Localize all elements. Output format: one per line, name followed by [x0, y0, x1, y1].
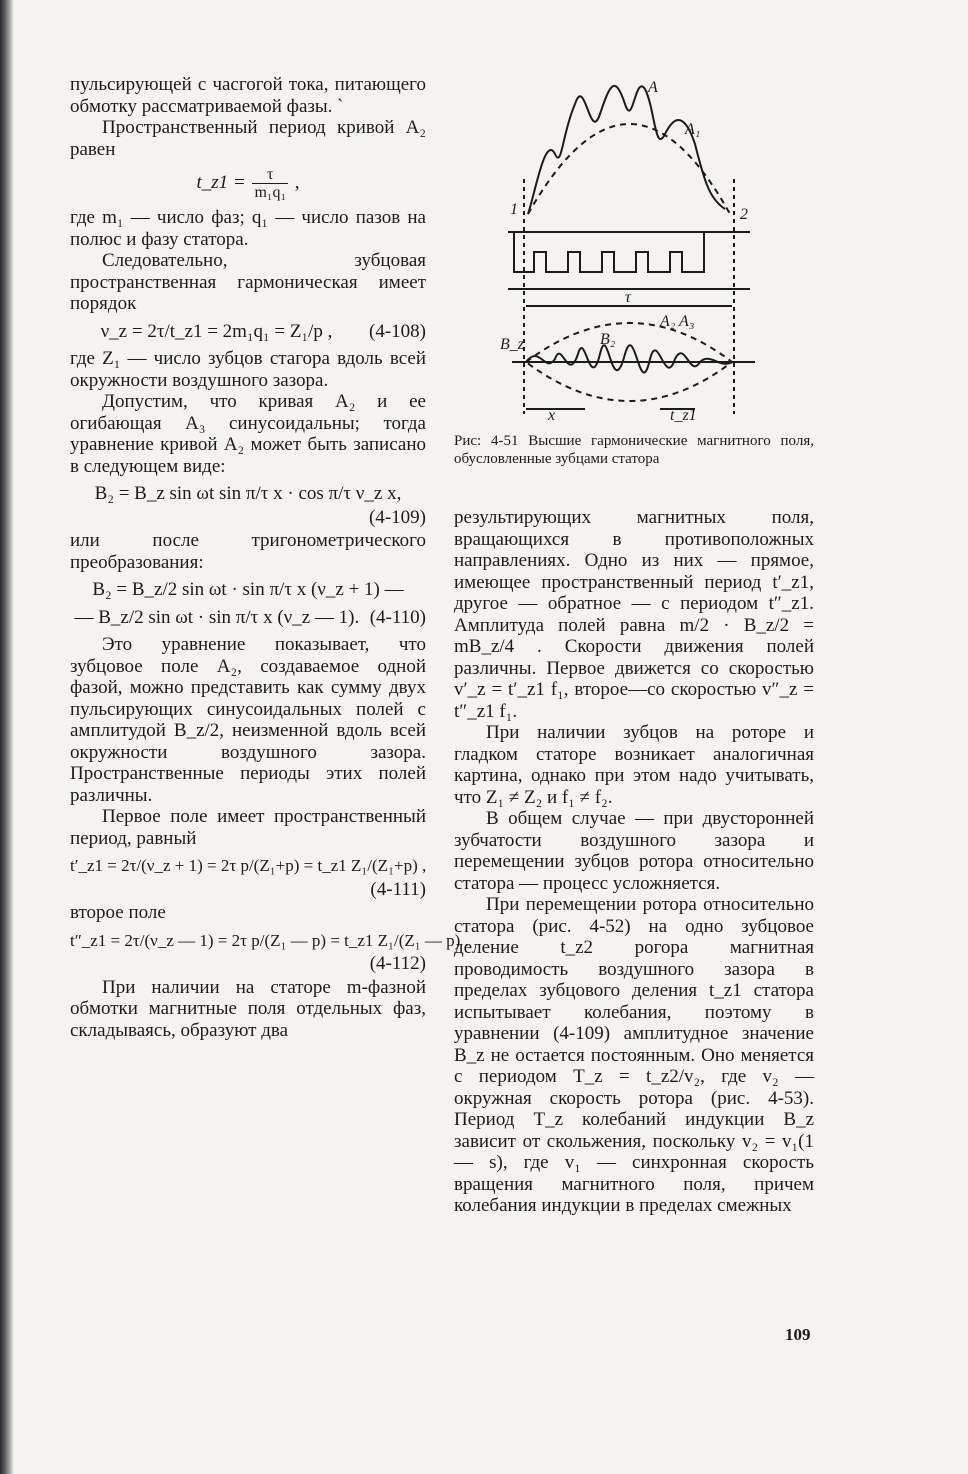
equation — [70, 579, 426, 601]
label-A1: A₁ — [685, 121, 701, 138]
equation-number-row — [70, 953, 426, 975]
paragraph: При перемещении ротора относительно статора (рис. 4-52) на одно зубцовое деление t_z2 рогора магнитная проводимость воздушного зазора в пределах зубцового деления t_z1 статора испытывает колебания, поэтому в уравнении (4-109) амплитудное значение B_z не остается постоянным. Оно меняется с периодом T_z = t_z2/v₂, где v₂ — окружная скорость ротора (рис. 4-53). Период T_z колебаний индукции B_z зависит от скольжения, поскольку v₂ = v₁(1 — s), где v₁ — синхронная скорость вращения магнитного поля, причем колебания индукции в пределах смежных — [454, 894, 814, 1216]
eq-denominator: m₁q₁ — [254, 184, 287, 201]
paragraph: Это уравнение показывает, что зубцовое поле A₂, создаваемое одной фазой, можно представить как сумму двух пульсирующих синусоидальных полей с амплитудой B_z/2, неизменной вдоль всей окружности воздушного зазора. Пространственные периоды этих полей различны. — [70, 634, 426, 806]
book-binding-shadow — [0, 0, 14, 1474]
label-A: A — [648, 79, 658, 96]
eq-number: (4-111) — [370, 878, 426, 900]
eq-lhs: t_z1 = — [196, 171, 246, 193]
curve-A2 — [526, 345, 732, 372]
stator-teeth — [514, 232, 704, 272]
label-point-1: 1 — [510, 201, 518, 218]
label-B2: B₂ — [600, 331, 616, 348]
equation — [70, 855, 426, 877]
paragraph: При наличии на статоре m-фазной обмотки магнитные поля отдельных фаз, складываясь, образуют два — [70, 976, 426, 1041]
eq-body: B₂ = B_z sin ωt sin π/τ x · cos π/τ ν_z x, — [94, 483, 402, 504]
page-number: 109 — [785, 1325, 811, 1344]
label-Bz: B_z — [500, 336, 524, 353]
paragraph: второе поле — [70, 902, 166, 923]
label-tau: τ — [625, 289, 631, 306]
paragraph: Допустим, что кривая A₂ и ее огибающая A₃ синусоидальны; тогда уравнение кривой A₂ может быть записано в следующем виде: — [70, 391, 426, 477]
eq-numerator: τ — [252, 166, 288, 184]
eq-body: t′_z1 = 2τ/(ν_z + 1) = 2τ p/(Z₁+p) = t_z1 Z₁/(Z₁+p) , — [70, 856, 427, 875]
curve-A — [528, 86, 725, 214]
equation — [70, 607, 426, 629]
paragraph: или после тригонометрического преобразования: — [70, 530, 426, 573]
paragraph: Пространственный период кривой A₂ равен — [70, 117, 426, 160]
eq-body: — B_z/2 sin ωt · sin π/τ x (ν_z — 1). — [74, 606, 360, 628]
eq-number: (4-109) — [369, 506, 426, 528]
right-column — [454, 507, 814, 1217]
eq-number: (4-110) — [369, 606, 426, 628]
paragraph: пульсирующей с часгогой тока, питающего обмотку рассматриваемой фазы. ` — [70, 74, 426, 117]
eq-number: (4-108) — [369, 320, 426, 342]
eq-body: ν_z = 2τ/t_z1 = 2m₁q₁ = Z₁/p , — [100, 320, 333, 342]
label-x: x — [548, 407, 556, 424]
paragraph: При наличии зубцов на роторе и гладком статоре возникает аналогичная картина, однако при этом надо учитывать, что Z₁ ≠ Z₂ и f₁ ≠ f₂. — [454, 722, 814, 808]
left-column — [70, 74, 469, 1041]
eq-body: B₂ = B_z/2 sin ωt · sin π/τ x (ν_z + 1) — — [92, 579, 404, 600]
paragraph: где m₁ — число фаз; q₁ — число пазов на полюс и фазу статора. — [70, 207, 426, 250]
label-tz1: t_z1 — [670, 407, 697, 424]
equation — [70, 321, 426, 343]
equation-number-row — [70, 507, 426, 529]
eq-tail: , — [294, 171, 300, 193]
equation-number-row — [70, 879, 426, 901]
eq-number: (4-112) — [369, 953, 426, 974]
equation — [70, 930, 469, 952]
paragraph: В общем случае — при двусторонней зубчатости воздушного зазора и перемещении зубцов ротора относительно статора — процесс усложняется. — [454, 808, 814, 894]
figure-caption: Рис: 4-51 Высшие гармонические магнитного поля, обусловленные зубцами статора — [454, 433, 814, 467]
equation — [70, 166, 426, 201]
paragraph: где Z₁ — число зубцов стагора вдоль всей окружности воздушного зазора. — [70, 348, 426, 391]
paragraph: Первое поле имеет пространственный период, равный — [70, 806, 426, 849]
label-A2A3: A₂ A₃ — [660, 313, 695, 330]
label-point-2: 2 — [740, 206, 748, 223]
eq-body: t″_z1 = 2τ/(ν_z — 1) = 2τ p/(Z₁ — p) = t_z1 Z₁/(Z₁ — p) . — [70, 930, 469, 950]
equation — [70, 483, 426, 505]
figure-4-51 — [500, 74, 770, 424]
paragraph: Следовательно, зубцовая пространственная гармоническая имеет порядок — [70, 250, 426, 314]
paragraph: результирующих магнитных поля, вращающихся в противоположных направлениях. Одно из них — прямое, имеющее пространственный период t′_z1, другое — обратное — с периодом t″_z1. Амплитуда полей равна m/2 · B_z/2 = mB_z/4 . Скорости движения полей различны. Первое движется со скоростью v′_z = t′_z1 f₁, второе—со скоростью v″_z = t″_z1 f₁. — [454, 507, 814, 722]
